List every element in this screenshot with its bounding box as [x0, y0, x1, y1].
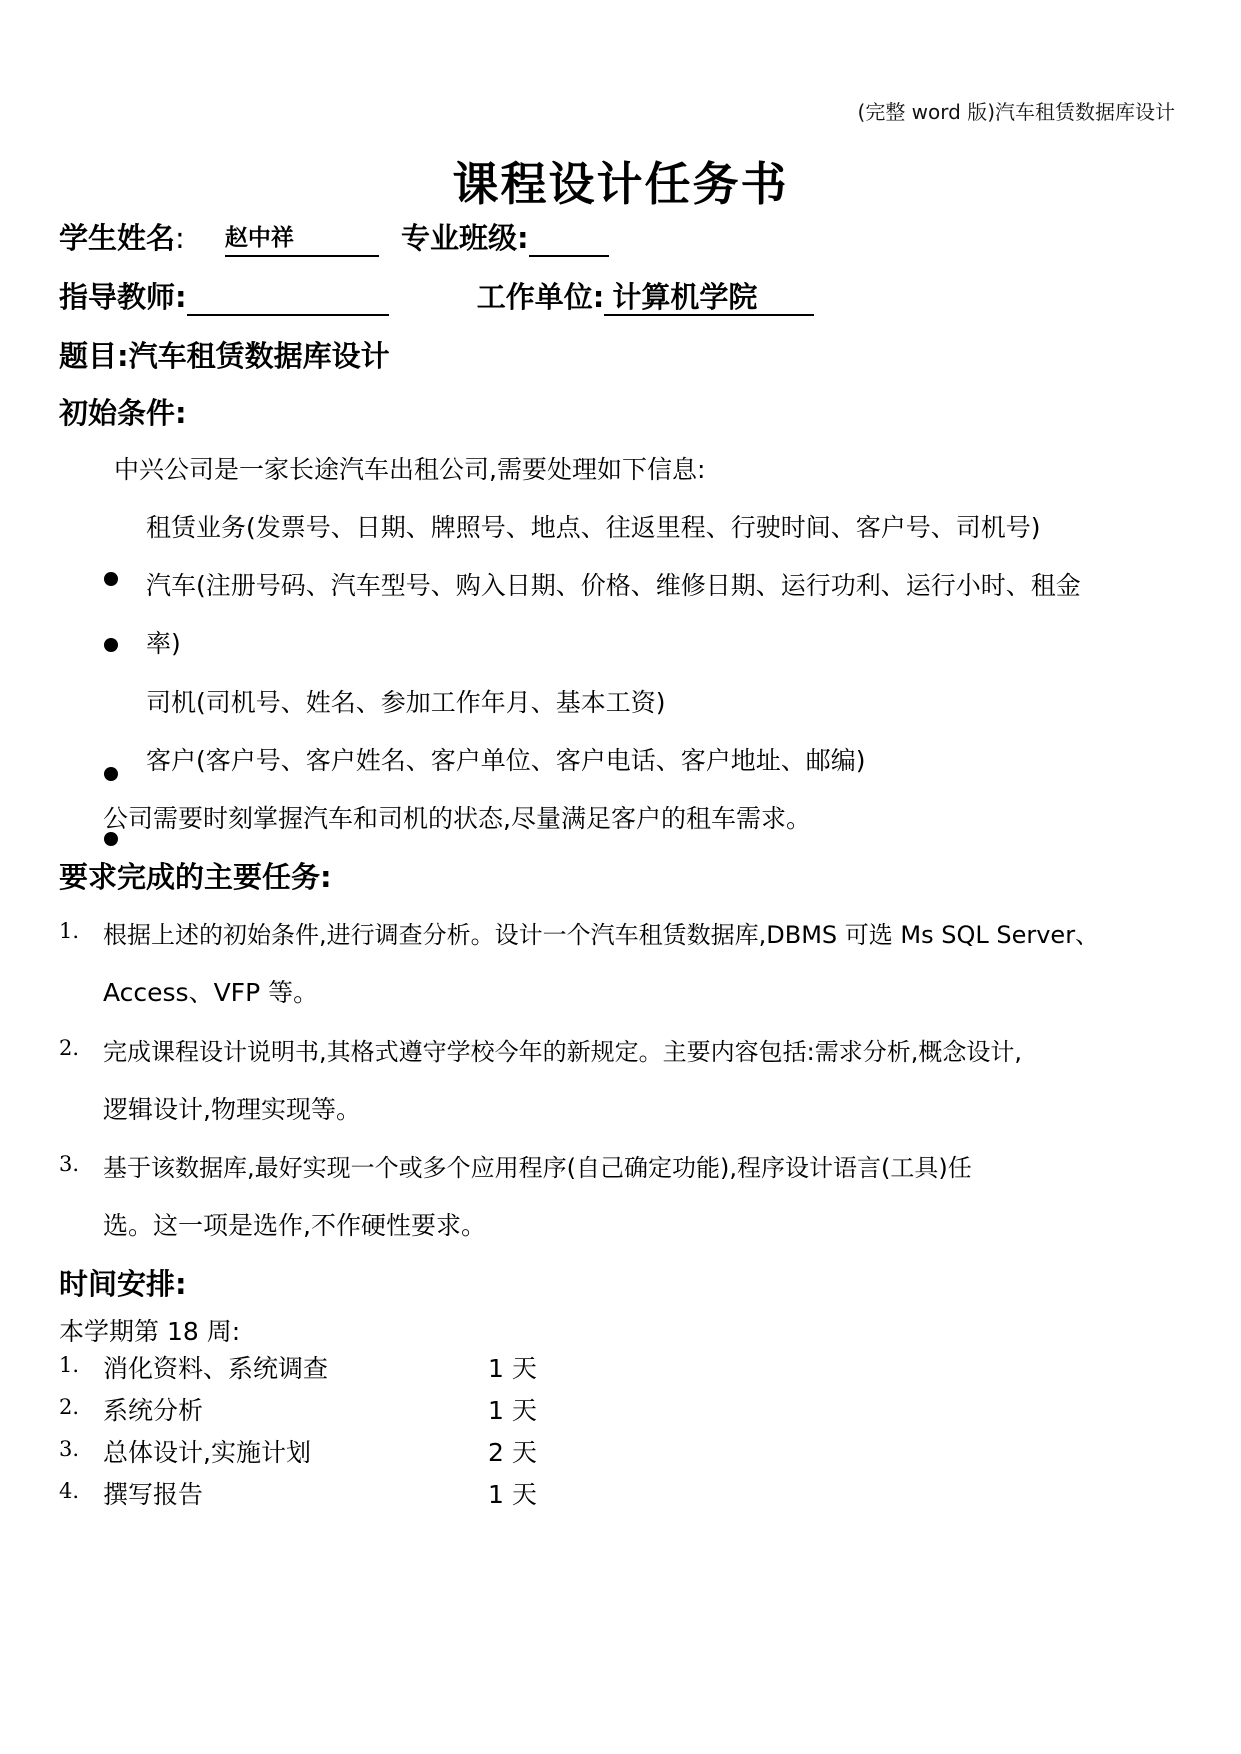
running-header: (完整 word 版)汽车租赁数据库设计 [857, 100, 1175, 124]
schedule-duration: 1 天 [488, 1480, 537, 1509]
initial-conditions-heading: 初始条件: [59, 396, 187, 430]
bullet-icon [104, 767, 118, 781]
schedule-number: 3. [59, 1437, 80, 1461]
teacher-label: 指导教师: [59, 280, 187, 314]
task-text: 根据上述的初始条件,进行调查分析。设计一个汽车租赁数据库,DBMS 可选 Ms SQL Server、 [103, 921, 1100, 949]
class-blank [529, 225, 609, 257]
bullet-item: 司机(司机号、姓名、参加工作年月、基本工资) [146, 688, 666, 717]
schedule-number: 2. [59, 1395, 80, 1419]
task-text-continuation: Access、VFP 等。 [103, 978, 319, 1007]
schedule-duration: 2 天 [488, 1438, 537, 1467]
schedule-task: 系统分析 [103, 1396, 204, 1425]
schedule-number: 1. [59, 1353, 80, 1377]
schedule-task: 总体设计,实施计划 [103, 1438, 311, 1467]
unit-label: 工作单位: [476, 280, 605, 314]
intro-text: 中兴公司是一家长途汽车出租公司,需要处理如下信息: [114, 455, 706, 484]
bullet-item: 租赁业务(发票号、日期、牌照号、地点、往返里程、行驶时间、客户号、司机号) [146, 513, 1041, 542]
task-text: 基于该数据库,最好实现一个或多个应用程序(自己确定功能),程序设计语言(工具)任 [103, 1154, 972, 1182]
task-number: 2. [59, 1036, 80, 1060]
bullet-item-continuation: 率) [146, 629, 181, 658]
student-colon: : [175, 221, 185, 255]
bullet-icon [104, 638, 118, 652]
teacher-row [59, 275, 814, 316]
bullet-item: 汽车(注册号码、汽车型号、购入日期、价格、维修日期、运行功利、运行小时、租金 [146, 571, 1081, 600]
schedule-task: 撰写报告 [103, 1480, 204, 1509]
student-row [59, 216, 609, 257]
schedule-number: 4. [59, 1479, 80, 1503]
student-label: 学生姓名 [59, 221, 176, 255]
tasks-heading: 要求完成的主要任务: [59, 860, 332, 894]
student-name: 赵中祥 [225, 221, 379, 257]
task-number: 1. [59, 919, 80, 943]
schedule-task: 消化资料、系统调查 [103, 1354, 329, 1383]
closing-text: 公司需要时刻掌握汽车和司机的状态,尽量满足客户的租车需求。 [103, 804, 811, 833]
schedule-heading: 时间安排: [59, 1267, 187, 1301]
schedule-duration: 1 天 [488, 1354, 537, 1383]
task-number: 3. [59, 1152, 80, 1176]
class-label: 专业班级: [401, 221, 529, 255]
task-text: 完成课程设计说明书,其格式遵守学校今年的新规定。主要内容包括:需求分析,概念设计, [103, 1038, 1022, 1066]
task-text-continuation: 选。这一项是选作,不作硬性要求。 [103, 1211, 486, 1240]
bullet-icon [104, 572, 118, 586]
topic-line: 题目:汽车租赁数据库设计 [59, 339, 390, 373]
unit-value: 计算机学院 [604, 280, 814, 316]
page-title: 课程设计任务书 [452, 157, 789, 211]
schedule-duration: 1 天 [488, 1396, 537, 1425]
teacher-blank [187, 284, 389, 316]
task-text-continuation: 逻辑设计,物理实现等。 [103, 1095, 361, 1124]
schedule-intro: 本学期第 18 周: [59, 1317, 241, 1346]
bullet-item: 客户(客户号、客户姓名、客户单位、客户电话、客户地址、邮编) [146, 746, 866, 775]
